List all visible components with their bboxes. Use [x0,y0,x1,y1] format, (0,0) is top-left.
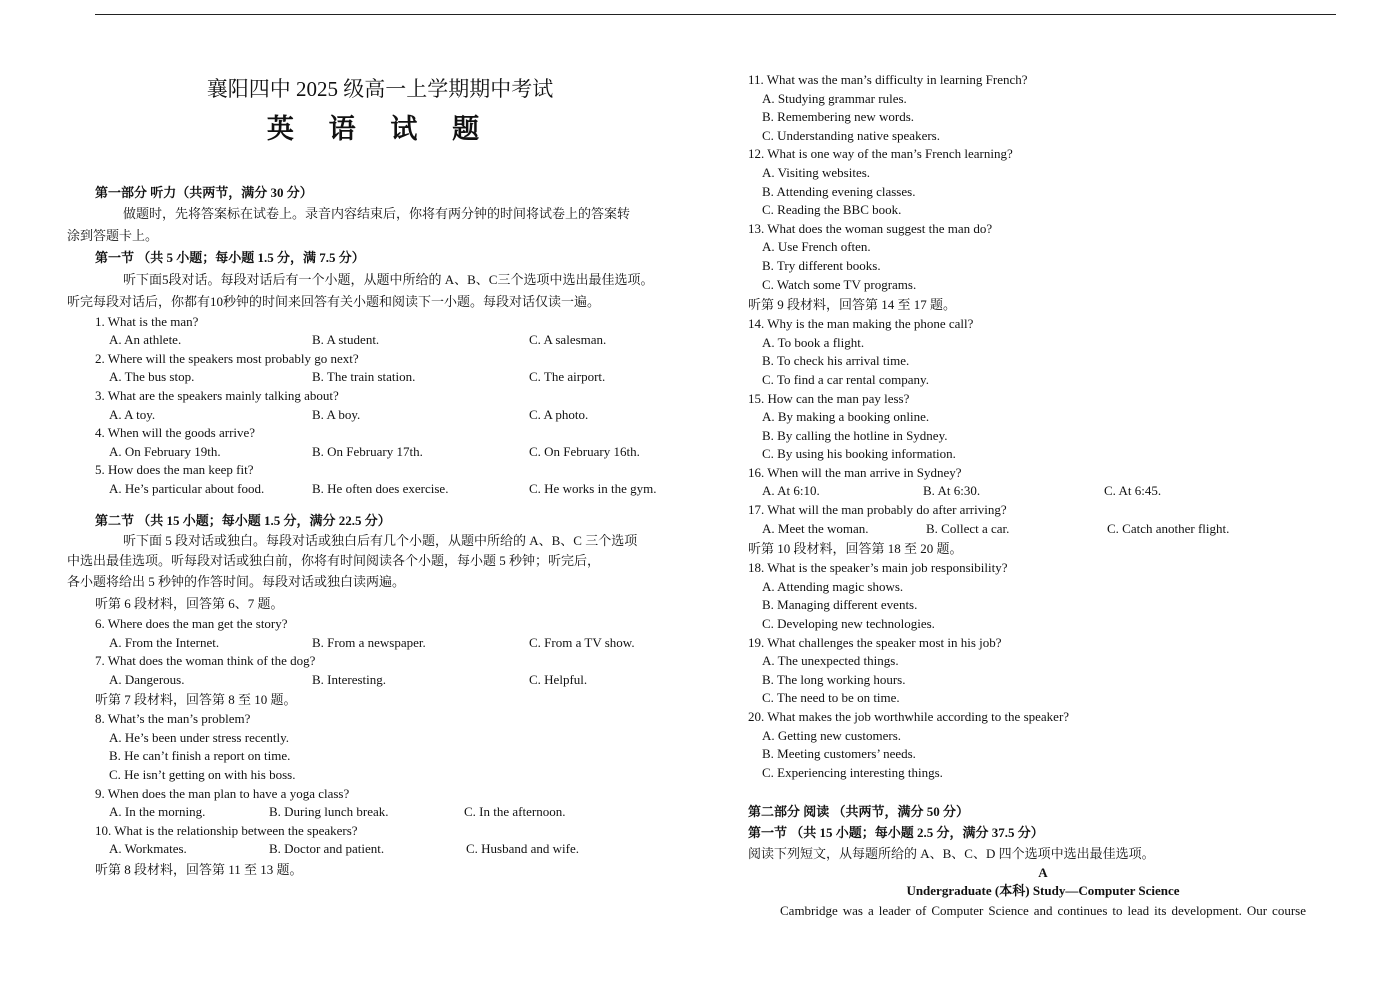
option-c[interactable]: C. From a TV show. [529,634,635,650]
option-c[interactable]: C. By using his booking information. [762,446,956,462]
exam-subject: 英 语 试 题 [266,114,494,144]
question-1-options [95,331,705,350]
option-a[interactable]: A. A toy. [109,406,156,422]
option-c[interactable]: C. In the afternoon. [464,804,566,820]
part1-intro: 做题时，先将答案标在试卷上。录音内容结束后，你将有两分钟的时间将试卷上的答案转 涂到答题卡上。 [67,205,631,243]
question-1: 1. What is the man? [95,313,199,329]
question-3: 3. What are the speakers mainly talking about? [95,387,339,403]
option-c[interactable]: C. He works in the gym. [529,480,657,496]
part2-heading: 第二部分 阅读 （共两节，满分 50 分） [748,804,970,820]
option-b[interactable]: B. Attending evening classes. [762,183,916,199]
option-a[interactable]: A. At 6:10. [762,483,820,499]
option-b[interactable]: B. The long working hours. [762,671,906,687]
option-c[interactable]: C. Helpful. [529,671,588,687]
option-b[interactable]: B. A boy. [312,406,361,422]
option-b[interactable]: B. To check his arrival time. [762,353,910,369]
question-8: 8. What’s the man’s problem? [95,711,251,727]
option-a[interactable]: A. Getting new customers. [762,727,902,743]
question-15: 15. How can the man pay less? [748,390,910,406]
option-a[interactable]: A. Attending magic shows. [762,578,904,594]
question-16: 16. When will the man arrive in Sydney? [748,464,962,480]
option-c[interactable]: C. Understanding native speakers. [762,127,940,143]
option-b[interactable]: B. Collect a car. [926,520,1010,536]
question-14: 14. Why is the man making the phone call? [748,316,974,332]
option-b[interactable]: B. He can’t finish a report on time. [109,748,291,764]
question-13: 13. What does the woman suggest the man do? [748,220,993,236]
left-column [67,76,705,880]
option-a[interactable]: A. He’s been under stress recently. [109,729,290,745]
option-a[interactable]: A. Visiting websites. [762,164,871,180]
question-2-options [95,368,705,387]
question-10: 10. What is the relationship between the speakers? [95,822,358,838]
note-material-9: 听第 9 段材料，回答第 14 至 17 题。 [748,297,957,313]
question-9: 9. When does the man plan to have a yoga class? [95,785,350,801]
option-a[interactable]: A. From the Internet. [109,634,220,650]
option-b[interactable]: B. He often does exercise. [312,480,449,496]
option-a[interactable]: A. Dangerous. [109,671,185,687]
option-c[interactable]: C. The need to be on time. [762,690,900,706]
option-c[interactable]: C. Watch some TV programs. [762,276,917,292]
option-b[interactable]: B. Managing different events. [762,597,918,613]
question-5-options [95,480,705,499]
option-a[interactable]: A. An athlete. [109,332,182,348]
question-20: 20. What makes the job worthwhile according to the speaker? [748,709,1070,724]
option-c[interactable]: C. Reading the BBC book. [762,202,902,218]
question-4: 4. When will the goods arrive? [95,425,256,441]
note-material-10: 听第 10 段材料，回答第 18 至 20 题。 [748,541,963,557]
question-7: 7. What does the woman think of the dog? [95,653,316,669]
option-a[interactable]: A. In the morning. [109,804,206,820]
option-b[interactable]: B. During lunch break. [269,804,389,820]
part1-heading: 第一部分 听力（共两节，满分 30 分） [95,185,313,200]
option-c[interactable]: C. A salesman. [529,332,607,348]
passage-title: Undergraduate (本科) Study—Computer Science [906,883,1180,899]
option-c[interactable]: C. A photo. [529,406,589,422]
question-5: 5. How does the man keep fit? [95,462,254,478]
exam-title: 襄阳四中 2025 级高一上学期期中考试 [206,77,554,101]
section1-intro: 听下面5段对话。每段对话后有一个小题，从题中所给的 A、B、C三个选项中选出最佳选项。 听完每段对话后，你都有10秒钟的时间来回答有关小题和阅读下一小题。每段对话仅读一遍。 [67,271,654,309]
option-b[interactable]: B. Remembering new words. [762,109,915,125]
option-b[interactable]: B. On February 17th. [312,443,423,459]
question-3-options [95,406,705,425]
option-a[interactable]: A. On February 19th. [109,443,221,459]
question-17: 17. What will the man probably do after arriving? [748,502,1007,518]
section1-heading: 第一节 （共 5 小题；每小题 1.5 分，满 7.5 分） [95,249,365,265]
option-a[interactable]: A. Use French often. [762,239,871,255]
right-column [748,71,1338,921]
option-a[interactable]: A. Studying grammar rules. [762,90,907,106]
question-10-options [95,840,705,859]
top-rule [95,14,1336,15]
passage-first-line: Cambridge was a leader of Computer Science and continues to lead its development. Our course [780,903,1306,919]
option-a[interactable]: A. He’s particular about food. [109,480,265,496]
note-material-8: 听第 8 段材料，回答第 11 至 13 题。 [95,862,303,878]
question-12: 12. What is one way of the man’s French learning? [748,146,1013,162]
question-7-options [95,671,705,690]
question-4-options [95,443,705,462]
option-b[interactable]: B. At 6:30. [923,483,981,499]
option-b[interactable]: B. By calling the hotline in Sydney. [762,427,948,443]
option-a[interactable]: A. Workmates. [109,841,187,857]
option-c[interactable]: C. Husband and wife. [466,841,580,857]
question-19: 19. What challenges the speaker most in his job? [748,634,1002,650]
question-17-options [748,520,1338,539]
option-c[interactable]: C. On February 16th. [529,443,640,459]
option-b[interactable]: B. Doctor and patient. [269,841,385,857]
option-a[interactable]: A. The bus stop. [109,369,195,385]
option-b[interactable]: B. From a newspaper. [312,634,426,650]
option-a[interactable]: A. The unexpected things. [762,653,899,669]
option-c[interactable]: C. The airport. [529,369,606,385]
option-b[interactable]: B. Try different books. [762,257,881,273]
passage-letter: A [1038,865,1048,881]
option-c[interactable]: C. To find a car rental company. [762,371,929,387]
option-c[interactable]: C. He isn’t getting on with his boss. [109,767,296,783]
option-a[interactable]: A. By making a booking online. [762,409,930,425]
question-2: 2. Where will the speakers most probably go next? [95,350,359,366]
option-b[interactable]: B. A student. [312,332,380,348]
note-material-6: 听第 6 段材料，回答第 6、7 题。 [95,595,284,611]
question-11: 11. What was the man’s difficulty in learning French? [748,72,1028,87]
option-c[interactable]: C. Catch another flight. [1107,520,1230,536]
option-c[interactable]: C. Experiencing interesting things. [762,764,943,780]
reading-instruction: 阅读下列短文，从每题所给的 A、B、C、D 四个选项中选出最佳选项。 [748,846,1155,862]
question-9-options [95,803,705,822]
question-18: 18. What is the speaker’s main job responsibility? [748,560,1008,576]
option-b[interactable]: B. The train station. [312,369,416,385]
option-a[interactable]: A. To book a flight. [762,334,865,350]
reading-section1-heading: 第一节 （共 15 小题；每小题 2.5 分，满分 37.5 分） [748,825,1044,841]
option-c[interactable]: C. At 6:45. [1104,483,1162,499]
question-6: 6. Where does the man get the story? [95,615,288,631]
option-b[interactable]: B. Meeting customers’ needs. [762,746,916,762]
note-material-7: 听第 7 段材料，回答第 8 至 10 题。 [95,692,297,708]
section2-heading: 第二节 （共 15 小题；每小题 1.5 分，满分 22.5 分） [95,512,391,528]
option-c[interactable]: C. Developing new technologies. [762,616,935,632]
question-16-options [748,482,1338,501]
option-a[interactable]: A. Meet the woman. [762,520,869,536]
question-6-options [95,634,705,653]
option-b[interactable]: B. Interesting. [312,671,387,687]
section2-intro: 听下面 5 段对话或独白。每段对话或独白后有几个小题，从题中所给的 A、B、C 三个选项 中选出最佳选项。听每段对话或独白前，你将有时间阅读各个小题，每小题 5 秒钟；听完后， 各小题将给出 5 秒钟的作答时间。每段对话或独白读两遍。 [67,532,638,590]
